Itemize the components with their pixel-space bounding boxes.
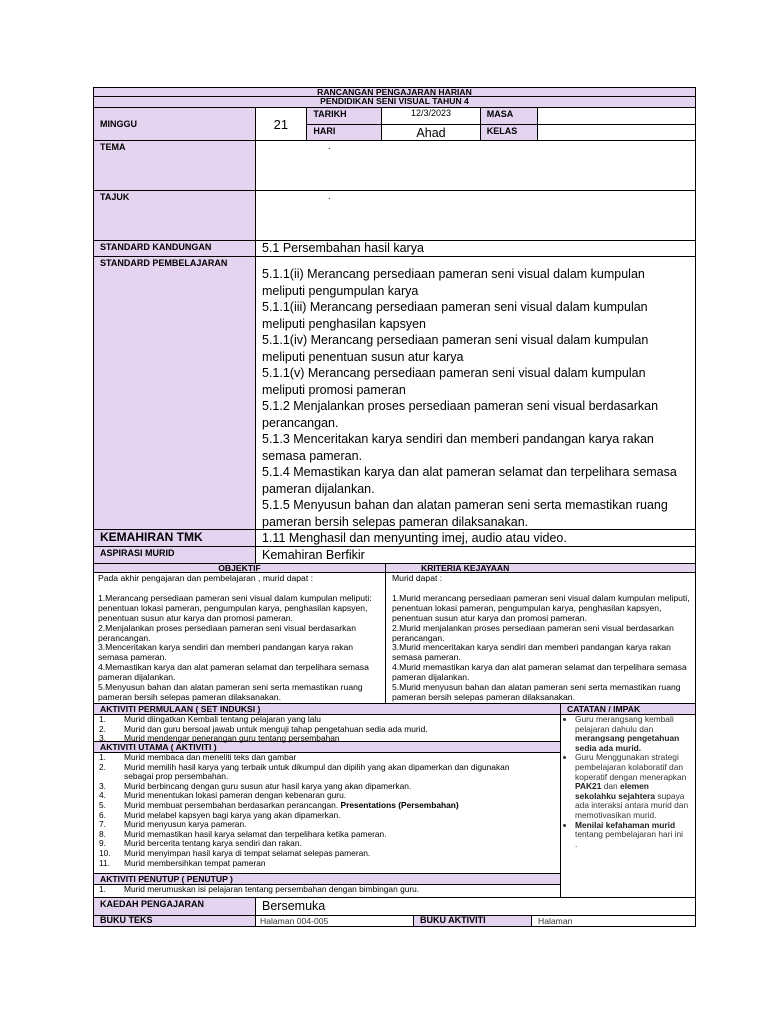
- utama-item: Murid menyusun karya pameran.: [124, 819, 247, 830]
- penutup-item: Murid merumuskan isi pelajaran tentang persembahan dengan bimbingan guru.: [124, 884, 420, 894]
- kriteria-item: 4.Murid memastikan karya dan alat pameran selamat dan terpelihara semasa pameran dijalankan.: [392, 662, 687, 683]
- sp-item: 5.1.1(iii) Merancang persediaan pameran seni visual dalam kumpulan meliputi penghasilan kapsyen: [262, 300, 648, 331]
- kemahiran-tmk-label: KEMAHIRAN TMK: [94, 530, 256, 546]
- tema-row: [93, 141, 696, 191]
- utama-header: AKTIVITI UTAMA ( AKTIVITI ): [94, 741, 560, 753]
- tarikh-label: TARIKH: [307, 108, 382, 124]
- aspirasi-label: ASPIRASI MURID: [94, 547, 256, 563]
- kaedah-label: KAEDAH PENGAJARAN: [94, 898, 256, 915]
- kaedah-value: Bersemuka: [262, 899, 326, 913]
- standard-pembelajaran-label: STANDARD PEMBELAJARAN: [94, 257, 256, 529]
- standard-kandungan-value: 5.1 Persembahan hasil karya: [262, 241, 424, 255]
- note-text: Guru merangsang kembali pelajaran dahulu dan: [575, 714, 674, 734]
- objektif-item: 1.Merancang persediaan pameran seni visual dalam kumpulan meliputi: penentuan lokasi pameran, pengumpulan karya, penghasilan kapsyen, penentuan susun atur karya dan promosi pameran.: [98, 592, 372, 623]
- tajuk-value: .: [328, 191, 331, 201]
- penutup-header: AKTIVITI PENUTUP ( PENUTUP ): [94, 873, 560, 885]
- buku-teks-value: Halaman 004-005: [256, 916, 414, 926]
- utama-item: Murid membersihkan tempat pameran: [124, 857, 266, 868]
- objektif-header-row: [93, 564, 696, 573]
- note-text: tentang pembelajaran hari ini: [575, 829, 684, 840]
- kriteria-content: [386, 573, 695, 703]
- lesson-plan-table: [93, 87, 696, 927]
- tema-label: TEMA: [94, 141, 256, 190]
- masa-kelas-group: [481, 108, 695, 140]
- objektif-content: [94, 573, 386, 703]
- sp-item: 5.1.3 Menceritakan karya sendiri dan memberi pandangan karya rakan semasa pameran.: [262, 432, 654, 463]
- utama-item: Murid berbincang dengan guru susun atur hasil karya yang akan dipamerkan.: [124, 780, 412, 791]
- tajuk-row: [93, 191, 696, 241]
- utama-item: Murid membaca dan meneliti teks dan gambar: [124, 752, 297, 762]
- info-row: [93, 108, 696, 141]
- activities-column: [94, 704, 561, 897]
- objektif-item: 4.Memastikan karya dan alat pameran selamat dan terpelihara semasa pameran dijalankan.: [98, 662, 369, 683]
- kriteria-item: 5.Murid menyusun bahan dan alatan pameran seni serta memastikan ruang pameran bersih selepas pameran dilaksanakan.: [392, 682, 681, 702]
- sp-item: 5.1.1(ii) Merancang persediaan pameran seni visual dalam kumpulan meliputi pengumpulan karya: [262, 267, 645, 298]
- objektif-item: 5.Menyusun bahan dan alatan pameran seni serta memastikan ruang pameran bersih selepas pameran dilaksanakan.: [98, 682, 363, 702]
- sp-item: 5.1.2 Menjalankan proses persediaan pameran seni visual berdasarkan perancangan.: [262, 399, 659, 430]
- tajuk-value-cell: [256, 191, 695, 240]
- permulaan-list: [94, 714, 560, 744]
- sp-item: 5.1.1(iv) Merancang persediaan pameran seni visual dalam kumpulan meliputi penentuan susun atur karya: [262, 333, 649, 364]
- permulaan-item: Murid dan guru bersoal jawab untuk menguji tahap pengetahuan sedia ada murid.: [124, 723, 428, 734]
- utama-item: Murid menentukan lokasi pameran dengan kebenaran guru.: [124, 790, 347, 801]
- standard-kandungan-row: [93, 241, 696, 257]
- plan-title: RANCANGAN PENGAJARAN HARIAN: [317, 88, 472, 96]
- title-row-2: [93, 97, 696, 108]
- masa-value: [538, 108, 695, 124]
- note-text: .: [575, 838, 578, 849]
- minggu-value: 21: [256, 108, 308, 140]
- note-emphasis: elemen sekolahku sejahtera: [575, 781, 656, 801]
- sp-item: 5.1.4 Memastikan karya dan alat pameran selamat dan terpelihara semasa pameran dijalankan.: [262, 465, 677, 496]
- catatan-list: [561, 715, 695, 849]
- kriteria-item: 1.Murid merancang persediaan pameran seni visual dalam kumpulan meliputi, penentuan lokasi pameran, pengumpulan karya, penghasilan kapsyen, penentuan susun atur karya dan promosi pameran.: [392, 592, 690, 623]
- utama-list: [94, 753, 560, 873]
- note-text: supaya ada interaksi antara murid dan memotivasikan murid.: [575, 790, 689, 820]
- kriteria-intro: Murid dapat :: [392, 573, 443, 583]
- catatan-column: [561, 704, 695, 897]
- sp-item: 5.1.1(v) Merancang persediaan pameran seni visual dalam kumpulan meliputi promosi pameran: [262, 366, 646, 397]
- note-emphasis: PAK21: [575, 781, 602, 792]
- kaedah-row: [93, 898, 696, 916]
- note-text: Guru Menggunakan strategi pembelajaran kolaboratif dan koperatif dengan menerapkan: [575, 752, 687, 782]
- standard-pembelajaran-row: [93, 257, 696, 530]
- utama-item-continued: sebagai prop persembahan.: [124, 771, 229, 782]
- buku-teks-label: BUKU TEKS: [94, 916, 256, 926]
- title-row-1: [93, 87, 696, 97]
- subject-title: PENDIDIKAN SENI VISUAL TAHUN 4: [320, 97, 469, 106]
- buku-aktiviti-label: BUKU AKTIVITI: [414, 916, 532, 926]
- penutup-list: [94, 885, 560, 895]
- objektif-item: 3.Menceritakan karya sendiri dan memberi pandangan karya rakan semasa pameran.: [98, 642, 354, 663]
- objektif-intro: Pada akhir pengajaran dan pembelajaran , murid dapat :: [98, 573, 313, 583]
- catatan-note: [575, 715, 691, 753]
- kriteria-item: 3.Murid menceritakan karya sendiri dan memberi pandangan karya rakan semasa pameran.: [392, 642, 671, 663]
- objektif-item: 2.Menjalankan proses persediaan pameran seni visual berdasarkan perancangan.: [98, 622, 356, 643]
- note-text: dan: [601, 781, 621, 792]
- note-emphasis: merangsang pengetahuan sedia ada murid.: [575, 733, 680, 753]
- buku-row: [93, 916, 696, 927]
- aspirasi-row: [93, 547, 696, 564]
- objektif-kriteria-row: [93, 573, 696, 704]
- tarikh-hari-group: [307, 108, 480, 140]
- utama-item: Murid melabel kapsyen bagi karya yang akan dipamerkan.: [124, 809, 341, 820]
- utama-item-text: Murid membuat persembahan berdasarkan perancangan.: [124, 799, 339, 810]
- kemahiran-tmk-value: 1.11 Menghasil dan menyunting imej, audio atau video.: [262, 531, 567, 545]
- note-emphasis: Menilai kefahaman murid: [575, 819, 676, 830]
- tema-value-cell: [256, 141, 695, 190]
- tema-value: .: [328, 141, 331, 151]
- utama-item: Murid memilih hasil karya yang terbaik untuk dikumpul dan dipilih yang akan dipamerkan dan digunakan: [124, 761, 510, 772]
- kriteria-header: KRITERIA KEJAYAAN: [421, 564, 510, 572]
- minggu-label: MINGGU: [94, 108, 256, 140]
- catatan-note: [575, 753, 691, 820]
- tarikh-value: 12/3/2023: [411, 108, 452, 118]
- aspirasi-value: Kemahiran Berfikir: [262, 548, 365, 562]
- standard-pembelajaran-list: [256, 257, 695, 529]
- sp-item: 5.1.5 Menyusun bahan dan alatan pameran seni serta memastikan ruang pameran bersih selepas pameran dilaksanakan.: [262, 498, 668, 529]
- hari-value: Ahad: [416, 126, 446, 140]
- objektif-header: OBJEKTIF: [94, 564, 386, 572]
- catatan-note: [575, 821, 691, 850]
- permulaan-item: Murid mendengar penerangan guru tentang persembahan: [124, 733, 340, 744]
- buku-aktiviti-value: Halaman: [538, 916, 573, 926]
- utama-item: Murid memastikan hasil karya selamat dan terpelihara ketika pameran.: [124, 828, 387, 839]
- activities-row: [93, 704, 696, 898]
- permulaan-header: AKTIVITI PERMULAAN ( SET INDUKSI ): [94, 704, 560, 715]
- permulaan-item: Murid diingatkan Kembali tentang pelajaran yang lalu: [124, 714, 321, 724]
- kriteria-item: 2.Murid menjalankan proses persediaan pameran seni visual berdasarkan perancangan.: [392, 622, 674, 643]
- tajuk-label: TAJUK: [94, 191, 256, 240]
- presentations-label: Presentations (Persembahan): [340, 799, 459, 810]
- standard-kandungan-label: STANDARD KANDUNGAN: [94, 241, 256, 256]
- masa-label: MASA: [481, 108, 538, 124]
- kelas-value: [538, 125, 695, 140]
- utama-item: Murid menyimpan hasil karya di tempat selamat selepas pameran.: [124, 847, 371, 858]
- kemahiran-tmk-row: [93, 530, 696, 547]
- kelas-label: KELAS: [481, 125, 538, 140]
- catatan-header: CATATAN / IMPAK: [561, 704, 695, 715]
- utama-item: Murid bercerita tentang karya sendiri dan rakan.: [124, 838, 302, 849]
- hari-label: HARI: [307, 125, 382, 140]
